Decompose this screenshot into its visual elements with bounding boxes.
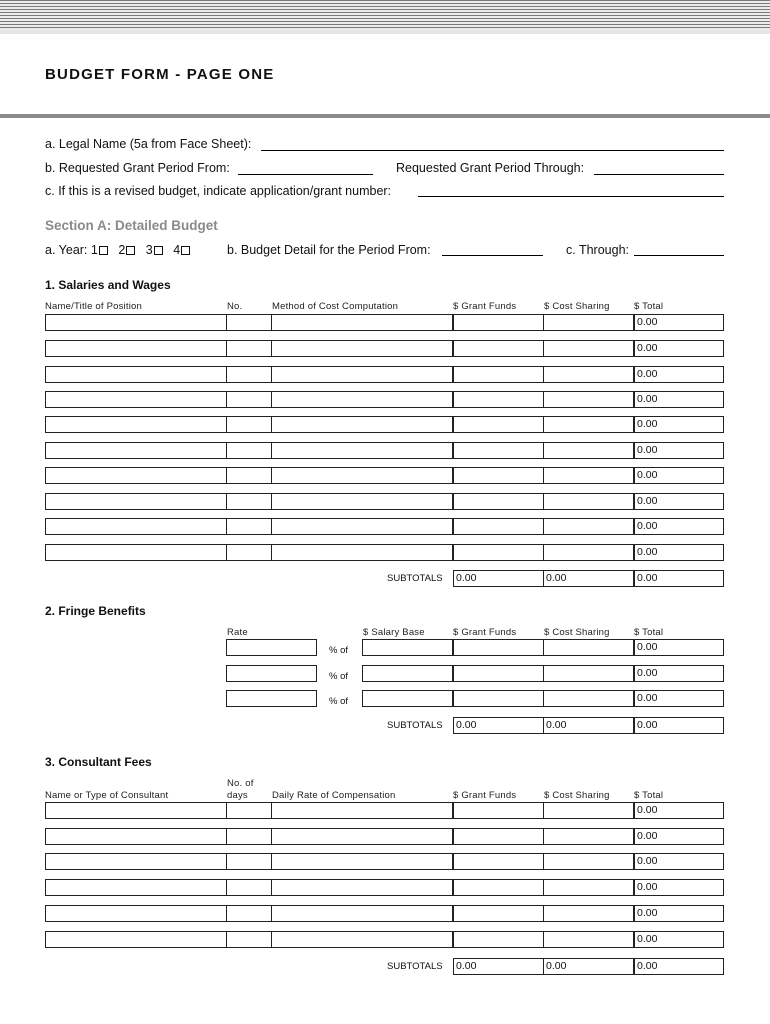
salaries-row-4-total[interactable]: 0.00 [634, 391, 724, 408]
consultant-row-5-days[interactable] [226, 905, 272, 922]
salaries-row-5-name[interactable] [45, 416, 227, 433]
salaries-subtotal-label: SUBTOTALS [387, 573, 443, 584]
consultant-row-5-grant[interactable] [453, 905, 544, 922]
salaries-row-7-total[interactable]: 0.00 [634, 467, 724, 484]
consultant-row-3-grant[interactable] [453, 853, 544, 870]
salaries-row-10-grant[interactable] [453, 544, 544, 561]
salaries-row-3-grant[interactable] [453, 366, 544, 383]
fringe-row-1-salary-base[interactable] [362, 639, 453, 656]
consultant-row-1-grant[interactable] [453, 802, 544, 819]
salaries-row-4-method[interactable] [271, 391, 453, 408]
consultant-row-1-name[interactable] [45, 802, 227, 819]
salaries-row-6-no[interactable] [226, 442, 272, 459]
salaries-row-9-total[interactable]: 0.00 [634, 518, 724, 535]
salaries-header-no: No. [227, 301, 243, 312]
detail-from-label: b. Budget Detail for the Period From: [227, 243, 431, 257]
salaries-row-1-total[interactable]: 0.00 [634, 314, 724, 331]
salaries-row-4-no[interactable] [226, 391, 272, 408]
fringe-row-3-cost[interactable] [543, 690, 634, 707]
fringe-row-2-salary-base[interactable] [362, 665, 453, 682]
salaries-row-1-grant[interactable] [453, 314, 544, 331]
salaries-row-2-cost[interactable] [543, 340, 634, 357]
consultant-row-1-days[interactable] [226, 802, 272, 819]
salaries-subtotal-cost[interactable]: 0.00 [543, 570, 634, 587]
salaries-row-2-no[interactable] [226, 340, 272, 357]
consultant-row-4-days[interactable] [226, 879, 272, 896]
salaries-header-total: $ Total [634, 301, 664, 312]
salaries-row-4-name[interactable] [45, 391, 227, 408]
fringe-row-3-grant[interactable] [453, 690, 544, 707]
salaries-row-7-name[interactable] [45, 467, 227, 484]
fringe-row-1-rate[interactable] [226, 639, 317, 656]
header-stripes-fade [0, 30, 770, 34]
salaries-row-10-no[interactable] [226, 544, 272, 561]
year-4-label: 4 [173, 243, 181, 257]
salaries-row-10-cost[interactable] [543, 544, 634, 561]
header-stripes [0, 0, 770, 30]
salaries-row-8-cost[interactable] [543, 493, 634, 510]
year-label: a. Year: [45, 243, 88, 257]
fringe-row-2-cost[interactable] [543, 665, 634, 682]
consultant-row-2-cost[interactable] [543, 828, 634, 845]
fringe-header-salary-base: $ Salary Base [363, 627, 425, 638]
consultant-subtotal-grant[interactable]: 0.00 [453, 958, 544, 975]
salaries-title: 1. Salaries and Wages [45, 278, 171, 292]
consultant-row-6-grant[interactable] [453, 931, 544, 948]
salaries-subtotal-total[interactable]: 0.00 [634, 570, 724, 587]
year-2-label: 2 [118, 243, 126, 257]
salaries-row-3-no[interactable] [226, 366, 272, 383]
consultant-row-2-name[interactable] [45, 828, 227, 845]
salaries-row-2-total[interactable]: 0.00 [634, 340, 724, 357]
through-label: c. Through: [566, 243, 630, 257]
consultant-row-5-cost[interactable] [543, 905, 634, 922]
fringe-subtotal-label: SUBTOTALS [387, 720, 443, 731]
fringe-subtotal-total[interactable]: 0.00 [634, 717, 724, 734]
salaries-row-2-method[interactable] [271, 340, 453, 357]
consultant-header-days-2: days [227, 790, 248, 801]
fringe-header-cost: $ Cost Sharing [544, 627, 610, 638]
consultant-title: 3. Consultant Fees [45, 755, 152, 769]
consultant-row-2-rate[interactable] [271, 828, 453, 845]
salaries-row-4-grant[interactable] [453, 391, 544, 408]
fringe-row-3-rate[interactable] [226, 690, 317, 707]
fringe-row-1-pct-of: % of [329, 645, 349, 656]
consultant-subtotal-total[interactable]: 0.00 [634, 958, 724, 975]
salaries-row-10-total[interactable]: 0.00 [634, 544, 724, 561]
fringe-row-1-cost[interactable] [543, 639, 634, 656]
salaries-header-name: Name/Title of Position [45, 301, 142, 312]
consultant-row-3-cost[interactable] [543, 853, 634, 870]
consultant-row-4-total[interactable]: 0.00 [634, 879, 724, 896]
fringe-row-2-grant[interactable] [453, 665, 544, 682]
fringe-row-2-total[interactable]: 0.00 [634, 665, 724, 682]
salaries-row-9-no[interactable] [226, 518, 272, 535]
consultant-row-4-grant[interactable] [453, 879, 544, 896]
salaries-row-1-cost[interactable] [543, 314, 634, 331]
salaries-row-8-method[interactable] [271, 493, 453, 510]
revised-field[interactable] [418, 196, 724, 197]
salaries-row-8-grant[interactable] [453, 493, 544, 510]
salaries-row-4-cost[interactable] [543, 391, 634, 408]
salaries-row-3-name[interactable] [45, 366, 227, 383]
year-3-checkbox[interactable] [154, 246, 163, 255]
consultant-row-4-rate[interactable] [271, 879, 453, 896]
consultant-row-6-days[interactable] [226, 931, 272, 948]
salaries-row-9-grant[interactable] [453, 518, 544, 535]
consultant-row-5-total[interactable]: 0.00 [634, 905, 724, 922]
revised-label: c. If this is a revised budget, indicate application/grant number: [45, 184, 392, 198]
salaries-subtotal-grant[interactable]: 0.00 [453, 570, 544, 587]
salaries-row-2-grant[interactable] [453, 340, 544, 357]
year-row [45, 243, 197, 257]
legal-name-label: a. Legal Name (5a from Face Sheet): [45, 137, 252, 151]
fringe-row-3-total[interactable]: 0.00 [634, 690, 724, 707]
consultant-subtotal-cost[interactable]: 0.00 [543, 958, 634, 975]
salaries-row-6-total[interactable]: 0.00 [634, 442, 724, 459]
salaries-row-6-grant[interactable] [453, 442, 544, 459]
salaries-row-6-cost[interactable] [543, 442, 634, 459]
salaries-row-9-method[interactable] [271, 518, 453, 535]
period-through-label: Requested Grant Period Through: [396, 161, 585, 175]
fringe-title: 2. Fringe Benefits [45, 604, 146, 618]
consultant-row-1-cost[interactable] [543, 802, 634, 819]
legal-name-field[interactable] [261, 150, 724, 151]
consultant-header-days-1: No. of [227, 778, 254, 789]
salaries-row-5-total[interactable]: 0.00 [634, 416, 724, 433]
salaries-row-7-cost[interactable] [543, 467, 634, 484]
consultant-row-4-cost[interactable] [543, 879, 634, 896]
consultant-header-name: Name or Type of Consultant [45, 790, 169, 801]
salaries-row-8-total[interactable]: 0.00 [634, 493, 724, 510]
salaries-header-grant: $ Grant Funds [453, 301, 517, 312]
fringe-row-2-rate[interactable] [226, 665, 317, 682]
consultant-row-6-name[interactable] [45, 931, 227, 948]
consultant-row-3-rate[interactable] [271, 853, 453, 870]
salaries-row-1-method[interactable] [271, 314, 453, 331]
salaries-row-5-cost[interactable] [543, 416, 634, 433]
page-title: BUDGET FORM - PAGE ONE [45, 66, 275, 83]
detail-from-field[interactable] [442, 255, 543, 256]
fringe-header-total: $ Total [634, 627, 664, 638]
fringe-header-grant: $ Grant Funds [453, 627, 517, 638]
salaries-row-2-name[interactable] [45, 340, 227, 357]
consultant-header-cost: $ Cost Sharing [544, 790, 610, 801]
consultant-row-3-total[interactable]: 0.00 [634, 853, 724, 870]
consultant-header-rate: Daily Rate of Compensation [272, 790, 396, 801]
salaries-row-8-no[interactable] [226, 493, 272, 510]
fringe-subtotal-grant[interactable]: 0.00 [453, 717, 544, 734]
year-2-checkbox[interactable] [126, 246, 135, 255]
salaries-row-1-no[interactable] [226, 314, 272, 331]
salaries-row-8-name[interactable] [45, 493, 227, 510]
period-from-field[interactable] [238, 174, 373, 175]
consultant-subtotal-label: SUBTOTALS [387, 961, 443, 972]
salaries-header-method: Method of Cost Computation [272, 301, 399, 312]
consultant-row-3-name[interactable] [45, 853, 227, 870]
consultant-row-6-cost[interactable] [543, 931, 634, 948]
consultant-row-1-rate[interactable] [271, 802, 453, 819]
consultant-row-2-grant[interactable] [453, 828, 544, 845]
salaries-row-5-no[interactable] [226, 416, 272, 433]
salaries-header-cost: $ Cost Sharing [544, 301, 610, 312]
salaries-row-9-cost[interactable] [543, 518, 634, 535]
salaries-row-10-method[interactable] [271, 544, 453, 561]
salaries-row-7-method[interactable] [271, 467, 453, 484]
salaries-row-5-grant[interactable] [453, 416, 544, 433]
period-from-label: b. Requested Grant Period From: [45, 161, 230, 175]
title-divider [0, 114, 770, 118]
year-4-checkbox[interactable] [181, 246, 190, 255]
year-1-label: 1 [90, 243, 98, 257]
consultant-row-3-days[interactable] [226, 853, 272, 870]
period-through-field[interactable] [594, 174, 724, 175]
consultant-header-total: $ Total [634, 790, 664, 801]
salaries-row-10-name[interactable] [45, 544, 227, 561]
salaries-row-6-method[interactable] [271, 442, 453, 459]
through-field[interactable] [634, 255, 724, 256]
section-a-title: Section A: Detailed Budget [45, 218, 218, 233]
consultant-header-grant: $ Grant Funds [453, 790, 517, 801]
year-1-checkbox[interactable] [99, 246, 108, 255]
salaries-row-7-no[interactable] [226, 467, 272, 484]
fringe-subtotal-cost[interactable]: 0.00 [543, 717, 634, 734]
fringe-row-3-salary-base[interactable] [362, 690, 453, 707]
fringe-row-2-pct-of: % of [329, 671, 349, 682]
consultant-row-6-total[interactable]: 0.00 [634, 931, 724, 948]
salaries-row-7-grant[interactable] [453, 467, 544, 484]
salaries-row-5-method[interactable] [271, 416, 453, 433]
salaries-row-6-name[interactable] [45, 442, 227, 459]
salaries-row-3-method[interactable] [271, 366, 453, 383]
consultant-row-5-rate[interactable] [271, 905, 453, 922]
fringe-row-1-grant[interactable] [453, 639, 544, 656]
salaries-row-9-name[interactable] [45, 518, 227, 535]
fringe-row-3-pct-of: % of [329, 696, 349, 707]
consultant-row-6-rate[interactable] [271, 931, 453, 948]
fringe-header-rate: Rate [227, 627, 248, 638]
consultant-row-4-name[interactable] [45, 879, 227, 896]
consultant-row-2-days[interactable] [226, 828, 272, 845]
consultant-row-2-total[interactable]: 0.00 [634, 828, 724, 845]
salaries-row-1-name[interactable] [45, 314, 227, 331]
salaries-row-3-cost[interactable] [543, 366, 634, 383]
salaries-row-3-total[interactable]: 0.00 [634, 366, 724, 383]
fringe-row-1-total[interactable]: 0.00 [634, 639, 724, 656]
consultant-row-5-name[interactable] [45, 905, 227, 922]
consultant-row-1-total[interactable]: 0.00 [634, 802, 724, 819]
year-3-label: 3 [145, 243, 153, 257]
